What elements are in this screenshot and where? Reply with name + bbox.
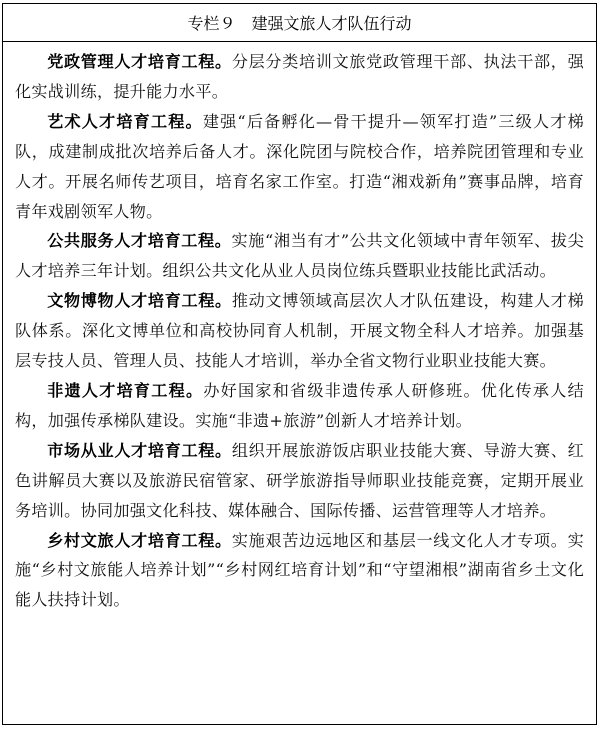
section-heading: 非遗人才培育工程。 (47, 380, 204, 400)
section-public-service (15, 226, 584, 286)
section-heading: 乡村文旅人才培育工程。 (47, 530, 232, 550)
section-text: 建强“后备孵化—骨干提升—领军打造”三级人才梯队，成建制成批次培养后备人才。深化院团与院校合作，培养院团管理和专业人才。开展名师传艺项目，培育名家工作室。打造“湘戏新角”赛事品牌，培育青年戏剧领军人物。 (15, 111, 584, 221)
section-text: 分层分类培训文旅党政管理干部、执法干部，强化实战训练，提升能力水平。 (15, 52, 584, 101)
section-text: 实施“湘当有才”公共文化领域中青年领军、拔尖人才培养三年计划。组织公共文化从业人员岗位练兵暨职业技能比武活动。 (15, 231, 584, 281)
section-heading: 党政管理人才培育工程。 (47, 52, 232, 71)
section-heading: 市场从业人才培育工程。 (47, 440, 232, 460)
column-title: 专栏９ 建强文旅人才队伍行动 (3, 4, 596, 42)
section-text: 推动文博领域高层次人才队伍建设，构建人才梯队体系。深化文博单位和高校协同育人机制，开展文物全科人才培养。加强基层专技人员、管理人员、技能人才培训，举办全省文物行业职业技能大赛。 (15, 291, 584, 371)
column-body (3, 42, 596, 615)
section-text: 办好国家和省级非遗传承人研修班。优化传承人结构，加强传承梯队建设。实施“非遗+旅游”创新人才培养计划。 (15, 380, 584, 430)
section-heading: 文物博物人才培育工程。 (47, 291, 232, 311)
section-text: 组织开展旅游饭店职业技能大赛、导游大赛、红色讲解员大赛以及旅游民宿管家、研学旅游指导师职业技能竞赛，定期开展业务培训。协同加强文化科技、媒体融合、国际传播、运营管理等人才培养。 (15, 440, 584, 520)
section-art (15, 107, 584, 227)
section-heading: 艺术人才培育工程。 (47, 111, 203, 131)
section-intangible-heritage (15, 376, 584, 436)
section-rural (15, 526, 584, 616)
section-text: 实施艰苦边远地区和基层一线文化人才专项。实施“乡村文旅能人培养计划”“乡村网红培育计划”和“守望湘根”湖南省乡土文化能人扶持计划。 (15, 530, 584, 610)
column-box (2, 3, 597, 725)
section-heading: 公共服务人才培育工程。 (47, 231, 232, 251)
section-cultural-relics (15, 286, 584, 376)
section-market (15, 436, 584, 526)
section-party-admin (15, 47, 584, 107)
